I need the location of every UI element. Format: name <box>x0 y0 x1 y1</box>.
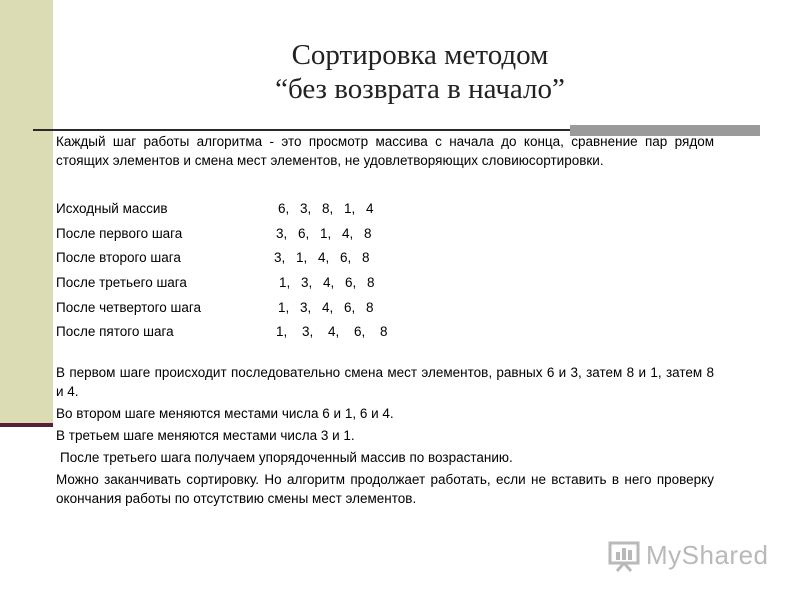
array-label: После пятого шага <box>56 324 174 340</box>
array-values: 3, 1, 4, 6, 8 <box>274 250 370 266</box>
array-label: После третьего шага <box>56 274 187 290</box>
presentation-board-icon <box>607 538 641 572</box>
title-underline <box>33 129 603 131</box>
array-values: 6, 3, 8, 1, 4 <box>278 200 374 216</box>
watermark-logo <box>607 537 769 573</box>
array-row <box>56 221 714 246</box>
array-steps <box>56 196 714 344</box>
array-label: После второго шага <box>56 250 181 266</box>
note-paragraph: В третьем шаге меняются местами числа 3 и 1. <box>56 428 355 444</box>
watermark-text: MyShared <box>646 539 769 570</box>
array-row <box>56 196 714 221</box>
intro-paragraph: Каждый шаг работы алгоритма - это просмотр массива с начала до конца, сравнение пар рядом стоящих элементов и смена мест элементов, не удовлетворяющих словиюсортировки. <box>56 134 714 168</box>
slide-content <box>56 132 714 511</box>
array-row <box>56 270 714 295</box>
side-accent-line <box>0 423 53 427</box>
array-values: 3, 6, 1, 4, 8 <box>276 225 372 241</box>
title-line-1: Сортировка методом <box>291 39 549 71</box>
note-paragraph: В первом шаге происходит последовательно смена мест элементов, равных 6 и 3, затем 8 и 1, затем 8 и 4. <box>56 365 714 400</box>
side-decoration-bar <box>0 0 53 425</box>
array-row <box>56 245 714 270</box>
array-label: Исходный массив <box>56 200 168 216</box>
note-paragraph: Во втором шаге меняются местами числа 6 и 1, 6 и 4. <box>56 406 394 422</box>
slide-title <box>200 38 640 106</box>
note-paragraph: После третьего шага получаем упорядоченный массив по возрастанию. <box>60 450 513 466</box>
array-label: После первого шага <box>56 225 183 241</box>
array-label: После четвертого шага <box>56 299 202 315</box>
array-values: 1, 3, 4, 6, 8 <box>278 299 374 315</box>
array-row <box>56 319 714 344</box>
note-paragraph: Можно заканчивать сортировку. Но алгоритм продолжает работать, если не вставить в него проверку окончания работы по отсутствию смены мест элементов. <box>56 472 714 507</box>
array-values: 1, 3, 4, 6, 8 <box>279 274 375 290</box>
title-line-2: “без возврата в начало” <box>275 73 565 105</box>
explanation-notes <box>56 363 714 508</box>
array-values: 1, 3, 4, 6, 8 <box>276 324 388 340</box>
array-row <box>56 295 714 320</box>
